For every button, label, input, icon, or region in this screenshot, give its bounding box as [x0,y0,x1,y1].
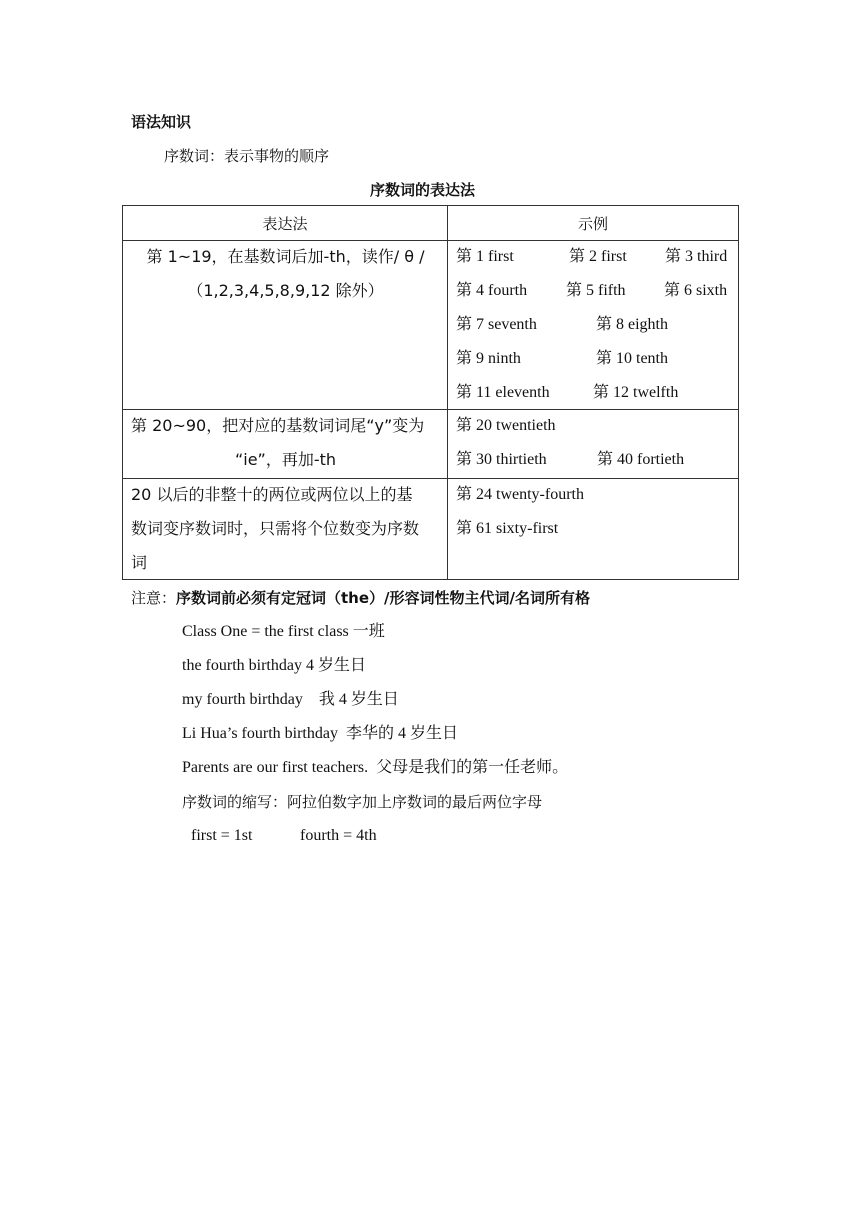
example-cell [448,241,739,410]
rule-cell [123,479,448,580]
note-line [131,588,590,609]
header-rule: 表达法 [123,206,448,241]
example-sentence: the fourth birthday 4 岁生日 [182,657,366,674]
section-title: 语法知识 [131,113,192,131]
ordinal-table [122,205,739,580]
example-item: 第 4 fourth [456,282,528,299]
table-row [123,410,739,479]
note-text: 序数词前必须有定冠词（the）/形容词性物主代词/名词所有格 [176,589,590,607]
example-item: 第 10 tenth [596,350,668,367]
rule-cell [123,410,448,479]
table-header-row [123,206,739,241]
example-item: 第 2 first [569,248,627,265]
rule-line: 第 20~90，把对应的基数词词尾“y”变为 [131,416,425,435]
example-item: 第 11 eleventh [456,384,550,401]
header-example: 示例 [448,206,739,241]
abbrev-rule: 序数词的缩写：阿拉伯数字加上序数词的最后两位字母 [182,793,543,811]
example-item: 第 9 ninth [456,350,521,367]
example-item: 第 61 sixty-first [456,520,559,537]
example-cell [448,479,739,580]
abbrev-example: fourth = 4th [300,827,377,844]
abbrev-example: first = 1st [191,827,253,844]
note-label: 注意： [131,589,177,607]
example-item: 第 5 fifth [566,282,626,299]
table-row [123,241,739,410]
example-sentence: my fourth birthday 我 4 岁生日 [182,691,399,708]
example-item: 第 20 twentieth [456,417,556,434]
example-item: 第 1 first [456,248,514,265]
example-item: 第 12 twelfth [593,384,679,401]
example-item: 第 30 thirtieth [456,451,547,468]
intro-text: 序数词：表示事物的顺序 [164,147,330,165]
rule-cell [123,241,448,410]
example-item: 第 8 eighth [596,316,668,333]
rule-line: 20 以后的非整十的两位或两位以上的基 [131,485,413,504]
example-sentence: Parents are our first teachers. 父母是我们的第一任老师。 [182,759,569,776]
example-cell [448,410,739,479]
example-item: 第 40 fortieth [597,451,685,468]
example-sentence: Class One = the first class 一班 [182,623,385,640]
rule-line: 词 [131,553,148,572]
rule-line: 数词变序数词时，只需将个位数变为序数 [131,519,420,538]
example-item: 第 6 sixth [664,282,728,299]
example-item: 第 24 twenty-fourth [456,486,584,503]
rule-line: 第 1~19，在基数词后加-th，读作/ θ / [146,247,425,266]
rule-line: “ie”，再加-th [234,450,337,469]
table-row [123,479,739,580]
example-item: 第 3 third [665,248,728,265]
example-item: 第 7 seventh [456,316,537,333]
table-caption: 序数词的表达法 [370,181,476,199]
rule-line: （1,2,3,4,5,8,9,12 除外） [187,281,384,300]
example-sentence: Li Hua’s fourth birthday 李华的 4 岁生日 [182,725,458,742]
